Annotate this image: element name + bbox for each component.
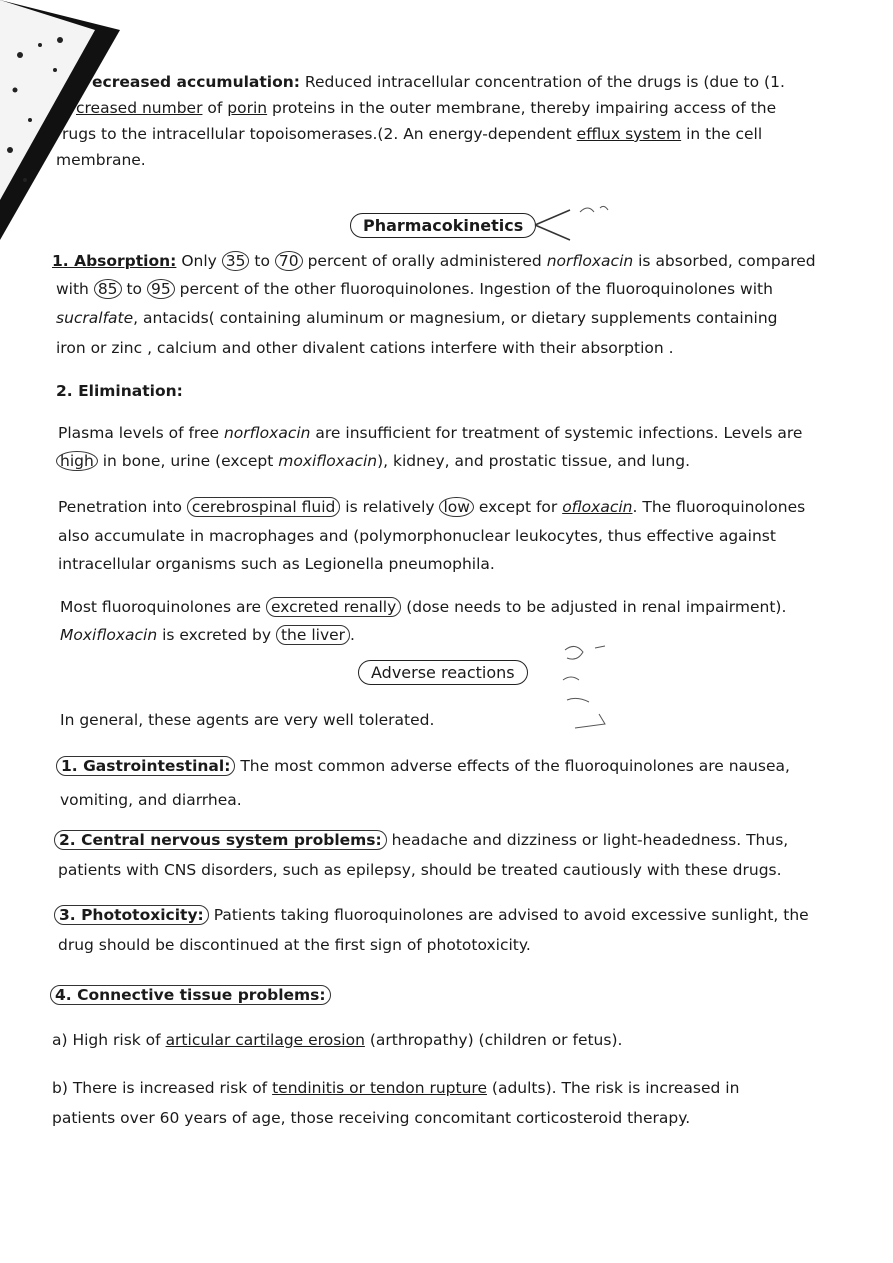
photo-line-1: 3. Phototoxicity: Patients taking fluoroquinolones are advised to avoid excessive sunlight, the [54,905,809,925]
absorption-label: 1. Absorption: [52,252,177,270]
intro-line-1 [92,72,785,92]
pharmacokinetics-heading: Pharmacokinetics [350,213,536,238]
plasma-line-2: high in bone, urine (except moxifloxacin), kidney, and prostatic tissue, and lung. [56,451,690,471]
gi-label: 1. Gastrointestinal: [56,756,235,776]
excretion-line-2: Moxifloxacin is excreted by the liver . [60,626,355,644]
adverse-intro: In general, these agents are very well tolerated. [60,711,435,729]
ct-b-line-1: b) There is increased risk of tendinitis or tendon rupture (adults). The risk is increased in [52,1079,740,1097]
cns-label: 2. Central nervous system problems: [54,830,387,850]
penetration-line-2: also accumulate in macrophages and (polymorphonuclear leukocytes, thus effective against [58,527,776,545]
torn-corner-shadow [0,0,140,240]
intro-line-3: rugs to the intracellular topoisomerases.(2. An energy-dependent efflux system in the cell [62,125,763,143]
cns-line-1: 2. Central nervous system problems: headache and dizziness or light-headedness. Thus, [54,830,788,850]
intro-line-4: membrane. [56,151,146,169]
ct-label-line [50,985,331,1005]
gi-line-2: vomiting, and diarrhea. [60,791,242,809]
penetration-line-1: Penetration into cerebrospinal fluid is relatively low except for ofloxacin. The fluoroquinolones [58,498,806,516]
elimination-label: 2. Elimination: [56,382,183,400]
photo-line-2: drug should be discontinued at the first sign of phototoxicity. [58,936,531,954]
ct-label: 4. Connective tissue problems: [50,985,331,1005]
handwritten-notes-mark [555,640,635,740]
plasma-line-1: Plasma levels of free norfloxacin are insufficient for treatment of systemic infections. Levels are [58,424,803,442]
absorption-line-2: with 85 to 95 percent of the other fluoroquinolones. Ingestion of the fluoroquinolones with [56,280,773,298]
intro-line-1-text: Reduced intracellular concentration of the drugs is (due to (1. [304,73,785,91]
handwritten-arrow-mark [530,200,620,250]
intro-line-2: creased number of porin proteins in the outer membrane, thereby impairing access of the [76,99,777,117]
intro-heading: ecreased accumulation: [92,73,300,91]
penetration-line-3: intracellular organisms such as Legionella pneumophila. [58,555,495,573]
absorption-line-3: sucralfate, antacids( containing aluminum or magnesium, or dietary supplements containing [56,309,778,327]
gi-line-1: 1. Gastrointestinal: The most common adverse effects of the fluoroquinolones are nausea, [56,756,790,776]
absorption-line-4: iron or zinc , calcium and other divalent cations interfere with their absorption . [56,339,674,357]
excretion-line-1: Most fluoroquinolones are excreted renally (dose needs to be adjusted in renal impairment). [60,598,787,616]
cns-line-2: patients with CNS disorders, such as epilepsy, should be treated cautiously with these drugs. [58,861,782,879]
absorption-line-1: 1. Absorption: Only 35 to 70 percent of orally administered norfloxacin is absorbed, compared [52,252,816,270]
photo-label: 3. Phototoxicity: [54,905,209,925]
ct-b-line-2: patients over 60 years of age, those receiving concomitant corticosteroid therapy. [52,1109,691,1127]
adverse-reactions-heading: Adverse reactions [358,660,528,685]
ct-a-line: a) High risk of articular cartilage erosion (arthropathy) (children or fetus). [52,1031,623,1049]
